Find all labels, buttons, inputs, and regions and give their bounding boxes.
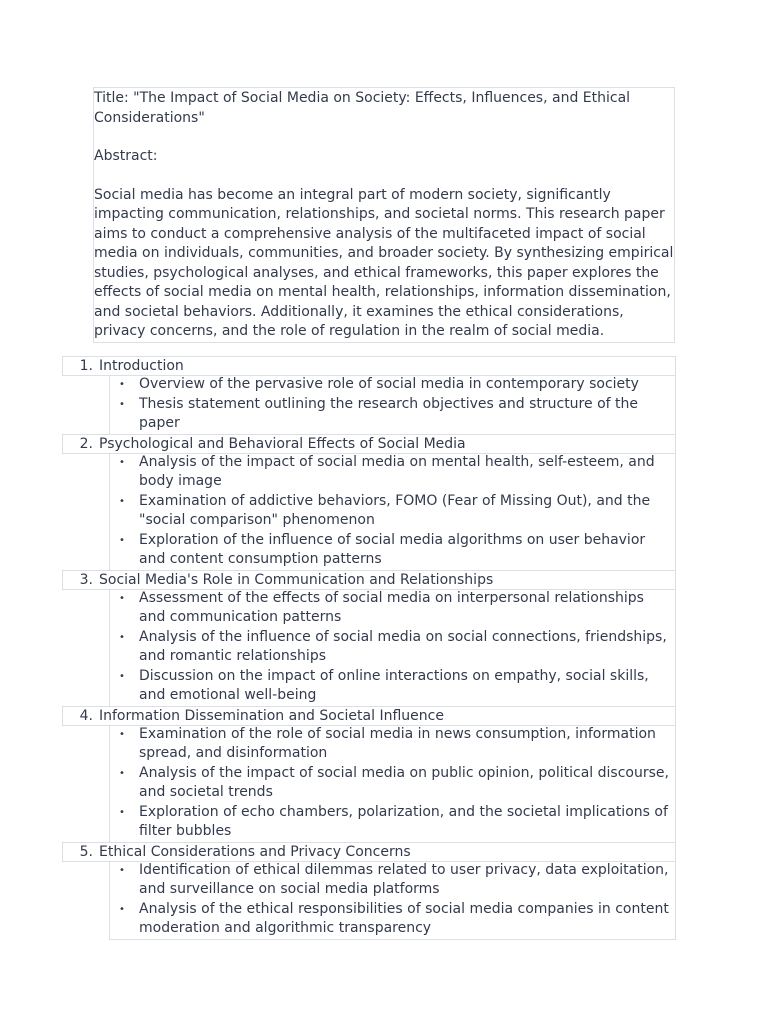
bullet-icon: • [119,903,125,915]
list-item-text: Exploration of echo chambers, polarization, and the societal implications of filter bubbles [139,803,668,839]
list-item [110,492,675,531]
list-item [110,900,675,939]
section-number: 4. [79,707,93,724]
list-item [110,453,675,492]
list-item-text: Analysis of the ethical responsibilities of social media companies in content moderation and algorithmic transparency [139,900,669,936]
section-number: 1. [79,358,93,374]
list-item [110,531,675,570]
outline-section-4 [62,706,676,726]
list-item-text: Analysis of the impact of social media on mental health, self-esteem, and body image [139,453,655,489]
bullet-icon: • [119,592,125,604]
bullet-icon: • [119,670,125,682]
section-title: Social Media's Role in Communication and Relationships [99,571,494,588]
outline-section-5 [62,842,676,862]
section-title: Psychological and Behavioral Effects of Social Media [99,435,466,452]
section-4-subpoints [109,725,676,843]
paper-header-box [93,87,675,343]
list-item [110,861,675,900]
bullet-icon: • [119,379,125,390]
section-title: Information Dissemination and Societal Influence [99,707,444,724]
list-item-text: Assessment of the effects of social media on interpersonal relationships and communication patterns [139,589,644,625]
outline-section-2 [62,434,676,454]
section-number: 3. [79,571,93,588]
bullet-icon: • [119,728,125,740]
bullet-icon: • [119,864,125,876]
section-1-subpoints [109,375,676,435]
section-3-subpoints [109,589,676,707]
section-title: Ethical Considerations and Privacy Concerns [99,843,411,860]
list-item-text: Analysis of the influence of social media on social connections, friendships, and romantic relationships [139,628,667,664]
list-item-text: Exploration of the influence of social media algorithms on user behavior and content consumption patterns [139,531,646,567]
abstract-label: Abstract: [94,148,158,164]
list-item [110,667,675,706]
list-item-text: Examination of the role of social media in news consumption, information spread, and disinformation [139,725,656,761]
section-2-subpoints [109,453,676,571]
list-item [110,628,675,667]
bullet-icon: • [119,495,125,507]
list-item [110,764,675,803]
list-item-text: Overview of the pervasive role of social media in contemporary society [139,376,639,392]
bullet-icon: • [119,534,125,546]
bullet-icon: • [119,806,125,818]
bullet-icon: • [119,398,125,410]
list-item-text: Thesis statement outlining the research objectives and structure of the paper [139,395,638,431]
outline-section-3 [62,570,676,590]
bullet-icon: • [119,456,125,468]
paper-title: Title: "The Impact of Social Media on Society: Effects, Influences, and Ethical Considerations" [94,90,631,126]
list-item [110,803,675,842]
section-number: 5. [79,843,93,860]
paper-outline [62,356,676,940]
outline-section-1 [62,356,676,376]
section-title: Introduction [99,358,184,374]
list-item [110,725,675,764]
list-item-text: Analysis of the impact of social media on public opinion, political discourse, and societal trends [139,764,669,800]
list-item [110,395,675,434]
bullet-icon: • [119,767,125,779]
spacer [94,167,674,186]
section-5-subpoints [109,861,676,940]
spacer [94,128,674,147]
abstract-text: Social media has become an integral part of modern society, significantly impacting communication, relationships, and societal norms. This research paper aims to conduct a comprehensive analysis of the multifaceted impact of social media on individuals, communities, and broader society. By synthesizing empirical studies, psychological analyses, and ethical frameworks, this paper explores the effects of social media on mental health, relationships, information dissemination, and societal behaviors. Additionally, it examines the ethical considerations, privacy concerns, and the role of regulation in the realm of social media. [94,186,674,339]
list-item-text: Identification of ethical dilemmas related to user privacy, data exploitation, and surveillance on social media platforms [139,861,669,897]
section-number: 2. [79,435,93,452]
list-item-text: Examination of addictive behaviors, FOMO (Fear of Missing Out), and the "social comparison" phenomenon [139,492,651,528]
bullet-icon: • [119,631,125,643]
list-item [110,375,675,395]
list-item-text: Discussion on the impact of online interactions on empathy, social skills, and emotional well-being [139,667,649,703]
list-item [110,589,675,628]
